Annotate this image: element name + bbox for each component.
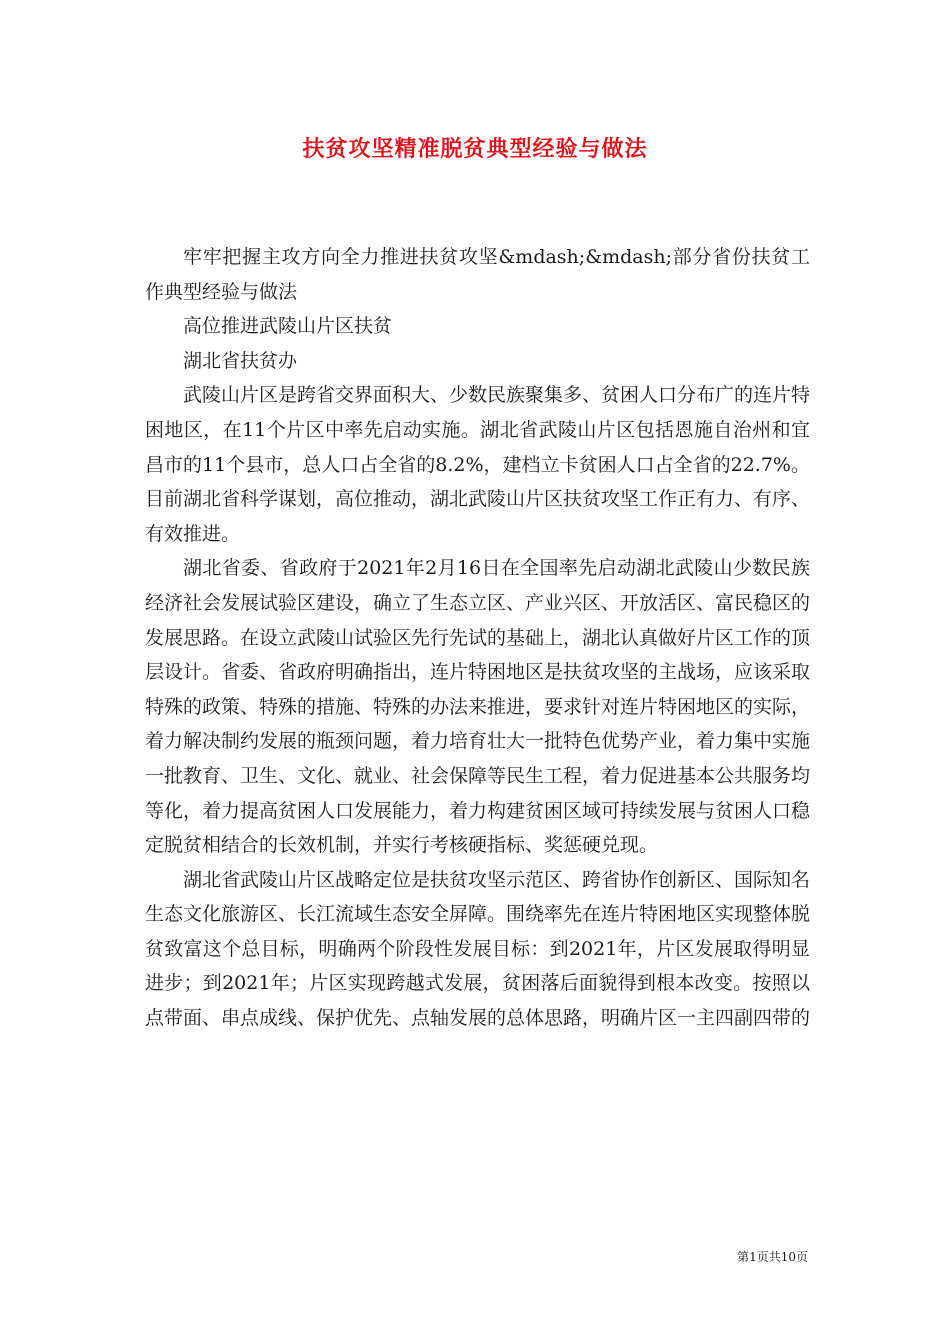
paragraph-body: 湖北省委、省政府于2021年2月16日在全国率先启动湖北武陵山少数民族经济社会发展试验区建设，确立了生态立区、产业兴区、开放活区、富民稳区的发展思路。在设立武陵山试验区先行先试的基础上，湖北认真做好片区工作的顶层设计。省委、省政府明确指出，连片特困地区是扶贫攻坚的主战场，应该采取特殊的政策、特殊的措施、特殊的办法来推进，要求针对连片特困地区的实际，着力解决制约发展的瓶颈问题，着力培育壮大一批特色优势产业，着力集中实施一批教育、卫生、文化、就业、社会保障等民生工程，着力促进基本公共服务均等化，着力提高贫困人口发展能力，着力构建贫困区域可持续发展与贫困人口稳定脱贫相结合的长效机制，并实行考核硬指标、奖惩硬兑现。 — [145, 557, 811, 857]
paragraph-author: 湖北省扶贫办 — [183, 349, 298, 372]
paragraph-subtitle: 牢牢把握主攻方向全力推进扶贫攻坚&mdash;&mdash;部分省份扶贫工作典型经验与做法 — [145, 246, 810, 303]
paragraph-section-heading: 高位推进武陵山片区扶贫 — [183, 315, 393, 338]
paragraph-body: 湖北省武陵山片区战略定位是扶贫攻坚示范区、跨省协作创新区、国际知名生态文化旅游区、长江流域生态安全屏障。围绕率先在连片特困地区实现整体脱贫致富这个总目标，明确两个阶段性发展目标：到2021年，片区发展取得明显进步；到2021年；片区实现跨越式发展，贫困落后面貌得到根本改变。按照以点带面、串点成线、保护优先、点轴发展的总体思路，明确片区一主四副四带的 — [145, 868, 811, 1030]
document-body — [145, 240, 810, 1036]
document-title: 扶贫攻坚精准脱贫典型经验与做法 — [302, 136, 648, 162]
page-number: 第1页共10页 — [737, 1250, 808, 1264]
paragraph-body: 武陵山片区是跨省交界面积大、少数民族聚集多、贫困人口分布广的连片特困地区，在11个片区中率先启动实施。湖北省武陵山片区包括恩施自治州和宜昌市的11个县市，总人口占全省的8.2%，建档立卡贫困人口占全省的22.7%。目前湖北省科学谋划，高位推动，湖北武陵山片区扶贫攻坚工作正有力、有序、有效推进。 — [145, 384, 811, 545]
